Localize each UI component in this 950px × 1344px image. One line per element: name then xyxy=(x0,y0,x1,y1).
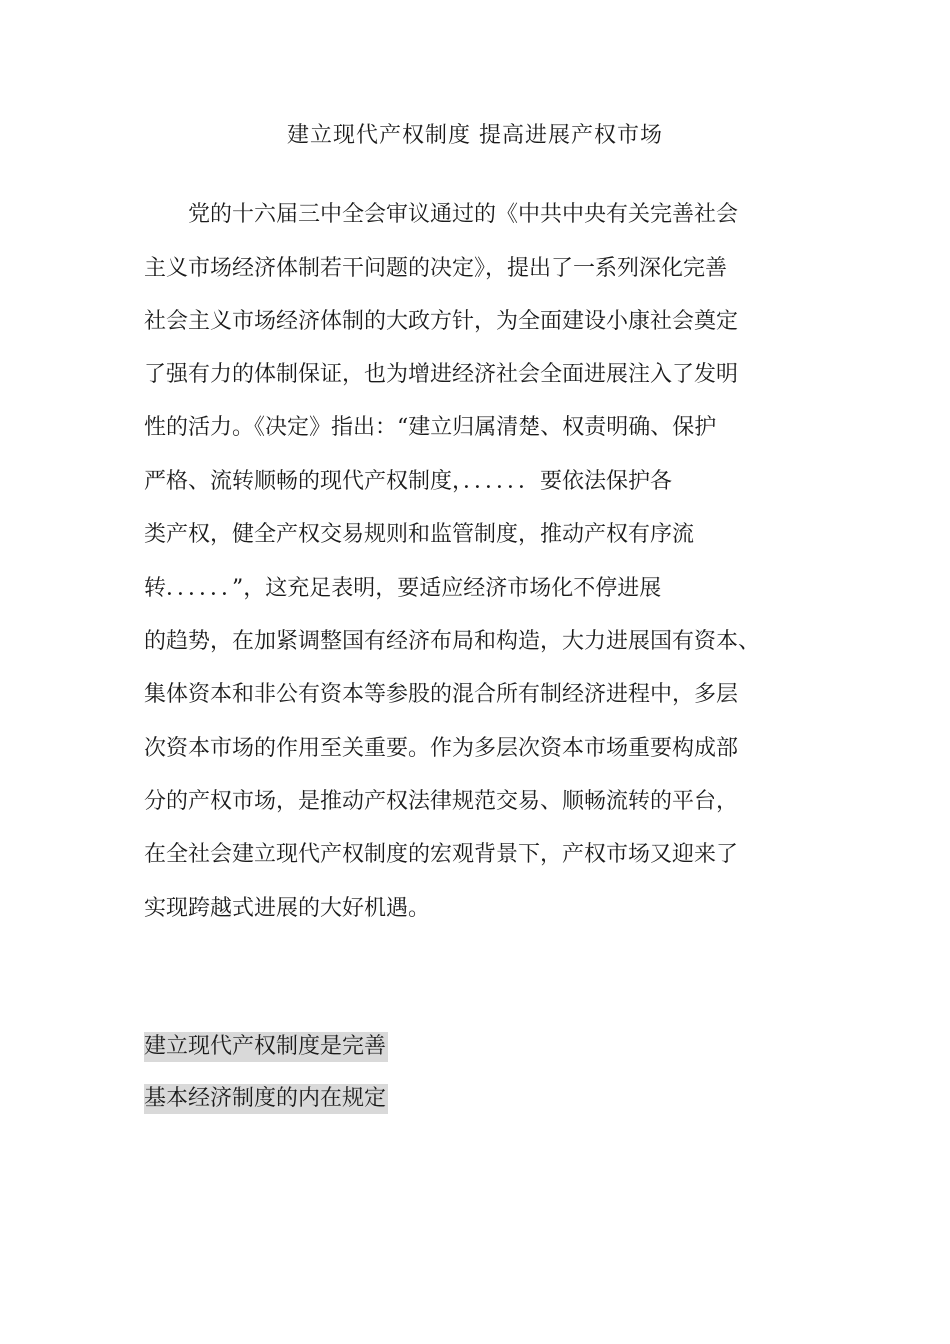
paragraph-line: 次资本市场的作用至关重要。作为多层次资本市场重要构成部 xyxy=(144,736,739,761)
paragraph-line: 在全社会建立现代产权制度的宏观背景下，产权市场又迎来了 xyxy=(144,842,739,867)
paragraph-line: 性的活力。《决定》指出：“建立归属清楚、权责明确、保护 xyxy=(144,415,717,440)
paragraph-line: 转．．．．．．”，这充足表明，要适应经济市场化不停进展 xyxy=(144,576,662,601)
paragraph-line: 社会主义市场经济体制的大政方针，为全面建设小康社会奠定 xyxy=(144,309,739,334)
paragraph-line: 主义市场经济体制若干问题的决定》，提出了一系列深化完善 xyxy=(144,256,728,281)
paragraph-line: 实现跨越式进展的大好机遇。 xyxy=(144,896,431,921)
paragraph-line: 了强有力的体制保证，也为增进经济社会全面进展注入了发明 xyxy=(144,362,739,387)
section-heading-line: 建立现代产权制度是完善 xyxy=(144,1032,388,1062)
paragraph-line: 分的产权市场，是推动产权法律规范交易、顺畅流转的平台， xyxy=(144,789,739,814)
paragraph-line: 严格、流转顺畅的现代产权制度，．．．．．．要依法保护各 xyxy=(144,469,673,494)
paragraph-line: 类产权，健全产权交易规则和监管制度，推动产权有序流 xyxy=(144,522,695,547)
paragraph-line: 集体资本和非公有资本等参股的混合所有制经济进程中，多层 xyxy=(144,682,739,707)
document-title: 建立现代产权制度 提高进展产权市场 xyxy=(287,123,663,148)
paragraph-line: 党的十六届三中全会审议通过的《中共中央有关完善社会 xyxy=(144,202,739,227)
section-heading-line: 基本经济制度的内在规定 xyxy=(144,1084,388,1114)
paragraph-line: 的趋势，在加紧调整国有经济布局和构造，大力进展国有资本、 xyxy=(144,629,761,654)
